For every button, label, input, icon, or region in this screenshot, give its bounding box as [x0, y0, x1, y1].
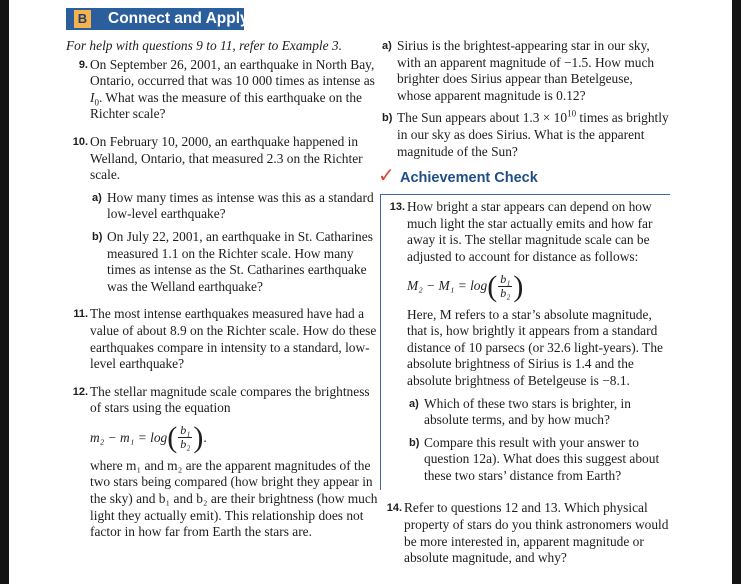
question-number: 12.: [72, 385, 88, 398]
question-text: How bright a star appears can depend on how much light the star actually emits and how far away it is. The stellar magnitude scale can be adjusted to account for distance as follows:: [407, 199, 653, 264]
part-text: Which of these two stars is brighter, in absolute terms, and by how much?: [424, 395, 631, 428]
left-edge: [0, 0, 9, 584]
part-text: How many times as intense was this as a standard low-level earthquake?: [107, 189, 374, 222]
question-14: [380, 500, 670, 566]
section-title: Connect and Apply: [108, 10, 249, 27]
question-12b: [380, 110, 670, 160]
question-10: [66, 134, 384, 295]
part-text: Sirius is the brightest-appearing star in our sky, with an apparent magnitude of −1.5. How much brighter does Sirius appear than Betelgeuse, whose apparent magnitude is 0.12?: [397, 38, 655, 103]
part-label: a): [92, 191, 102, 204]
right-edge: [732, 0, 741, 584]
part-text: The Sun appears about $1.3 \times 10^{10}$ times as brightly in our sky as does Sirius. What is the apparent magnitude of the Sun?: [397, 108, 669, 159]
question-text: On September 26, 2001, an earthquake in North Bay, Ontario, occurred that was 10 000 times as intense as $I_0$. What was the measure of this earthquake on the Richter scale?: [90, 56, 375, 122]
stellar-magnitude-equation: m₂ − m₁ = log ( $\frac{\text{b₁}}{\text{b₂}}$ ) .: [90, 420, 207, 454]
part-label: a): [409, 397, 419, 410]
intro-text: For help with questions 9 to 11, refer to Example 3.: [66, 38, 342, 53]
left-column: [66, 38, 384, 552]
question-text: The stellar magnitude scale compares the brightness of stars using the equation: [90, 383, 370, 416]
right-column: [380, 38, 670, 578]
equation-fraction: $\frac{\text{b₁}}{\text{b₂}}$: [500, 272, 511, 301]
question-13: [383, 199, 670, 484]
question-12: [66, 384, 384, 541]
equation-explanation: where m₁ and m₂ are the apparent magnitudes of the two stars being compared (how bright they appear in the sky) and b₁ and b₂ are their brightness (how much light they actually emit). This relationship does not factor in how far from Earth the stars are.: [90, 457, 378, 540]
achievement-check-box: [380, 194, 670, 490]
absolute-magnitude-equation: M₂ − M₁ = log ( $\frac{\text{b₁}}{\text{b₂}}$ ): [407, 269, 524, 303]
question-text: The most intense earthquakes measured have had a value of about 8.9 on the Richter scale. How do these earthquakes compare in intensity to a standard, low-level earthquake?: [90, 306, 377, 372]
question-number: 10.: [72, 135, 88, 148]
part-label: b): [409, 436, 420, 449]
question-12a: [380, 38, 670, 104]
question-13a: [407, 396, 670, 429]
question-number: 13.: [389, 201, 405, 214]
question-text-continued: Here, M refers to a star’s absolute magnitude, that is, how brightly it appears from a standard distance of 10 parsecs (or 32.6 light-years). The absolute brightness of Sirius is 1.4 and the absolute brightness of Betelgeuse is −8.1.: [407, 306, 663, 388]
question-number: 9.: [78, 58, 88, 71]
achievement-check-heading: [378, 163, 670, 190]
question-10b: [90, 229, 384, 295]
question-number: 11.: [73, 308, 88, 321]
part-label: a): [382, 40, 392, 52]
question-text: On February 10, 2000, an earthquake happened in Welland, Ontario, that measured 2.3 on the Richter scale.: [90, 133, 363, 183]
part-text: On July 22, 2001, an earthquake in St. Catharines measured 1.1 on the Richter scale. How many times as intense as the St. Catharines earthquake was the Welland earthquake?: [107, 228, 373, 294]
question-13b: [407, 435, 670, 485]
achievement-check-title: Achievement Check: [400, 170, 538, 187]
question-number: 14.: [386, 502, 402, 515]
checkmark-icon: ✓: [378, 163, 395, 188]
section-letter-badge: B: [74, 10, 91, 28]
part-label: b): [92, 230, 103, 243]
question-10a: [90, 190, 384, 223]
part-label: b): [382, 112, 393, 125]
question-text: Refer to questions 12 and 13. Which physical property of stars do you think astronomers would be more interested in, apparent magnitude or absolute magnitude, and why?: [404, 500, 669, 566]
question-9: [66, 57, 384, 123]
equation-fraction: $\frac{\text{b₁}}{\text{b₂}}$: [180, 423, 191, 452]
question-11: [66, 306, 384, 372]
part-text: Compare this result with your answer to question 12a). What does this suggest about these two stars’ distance from Earth?: [424, 434, 660, 483]
